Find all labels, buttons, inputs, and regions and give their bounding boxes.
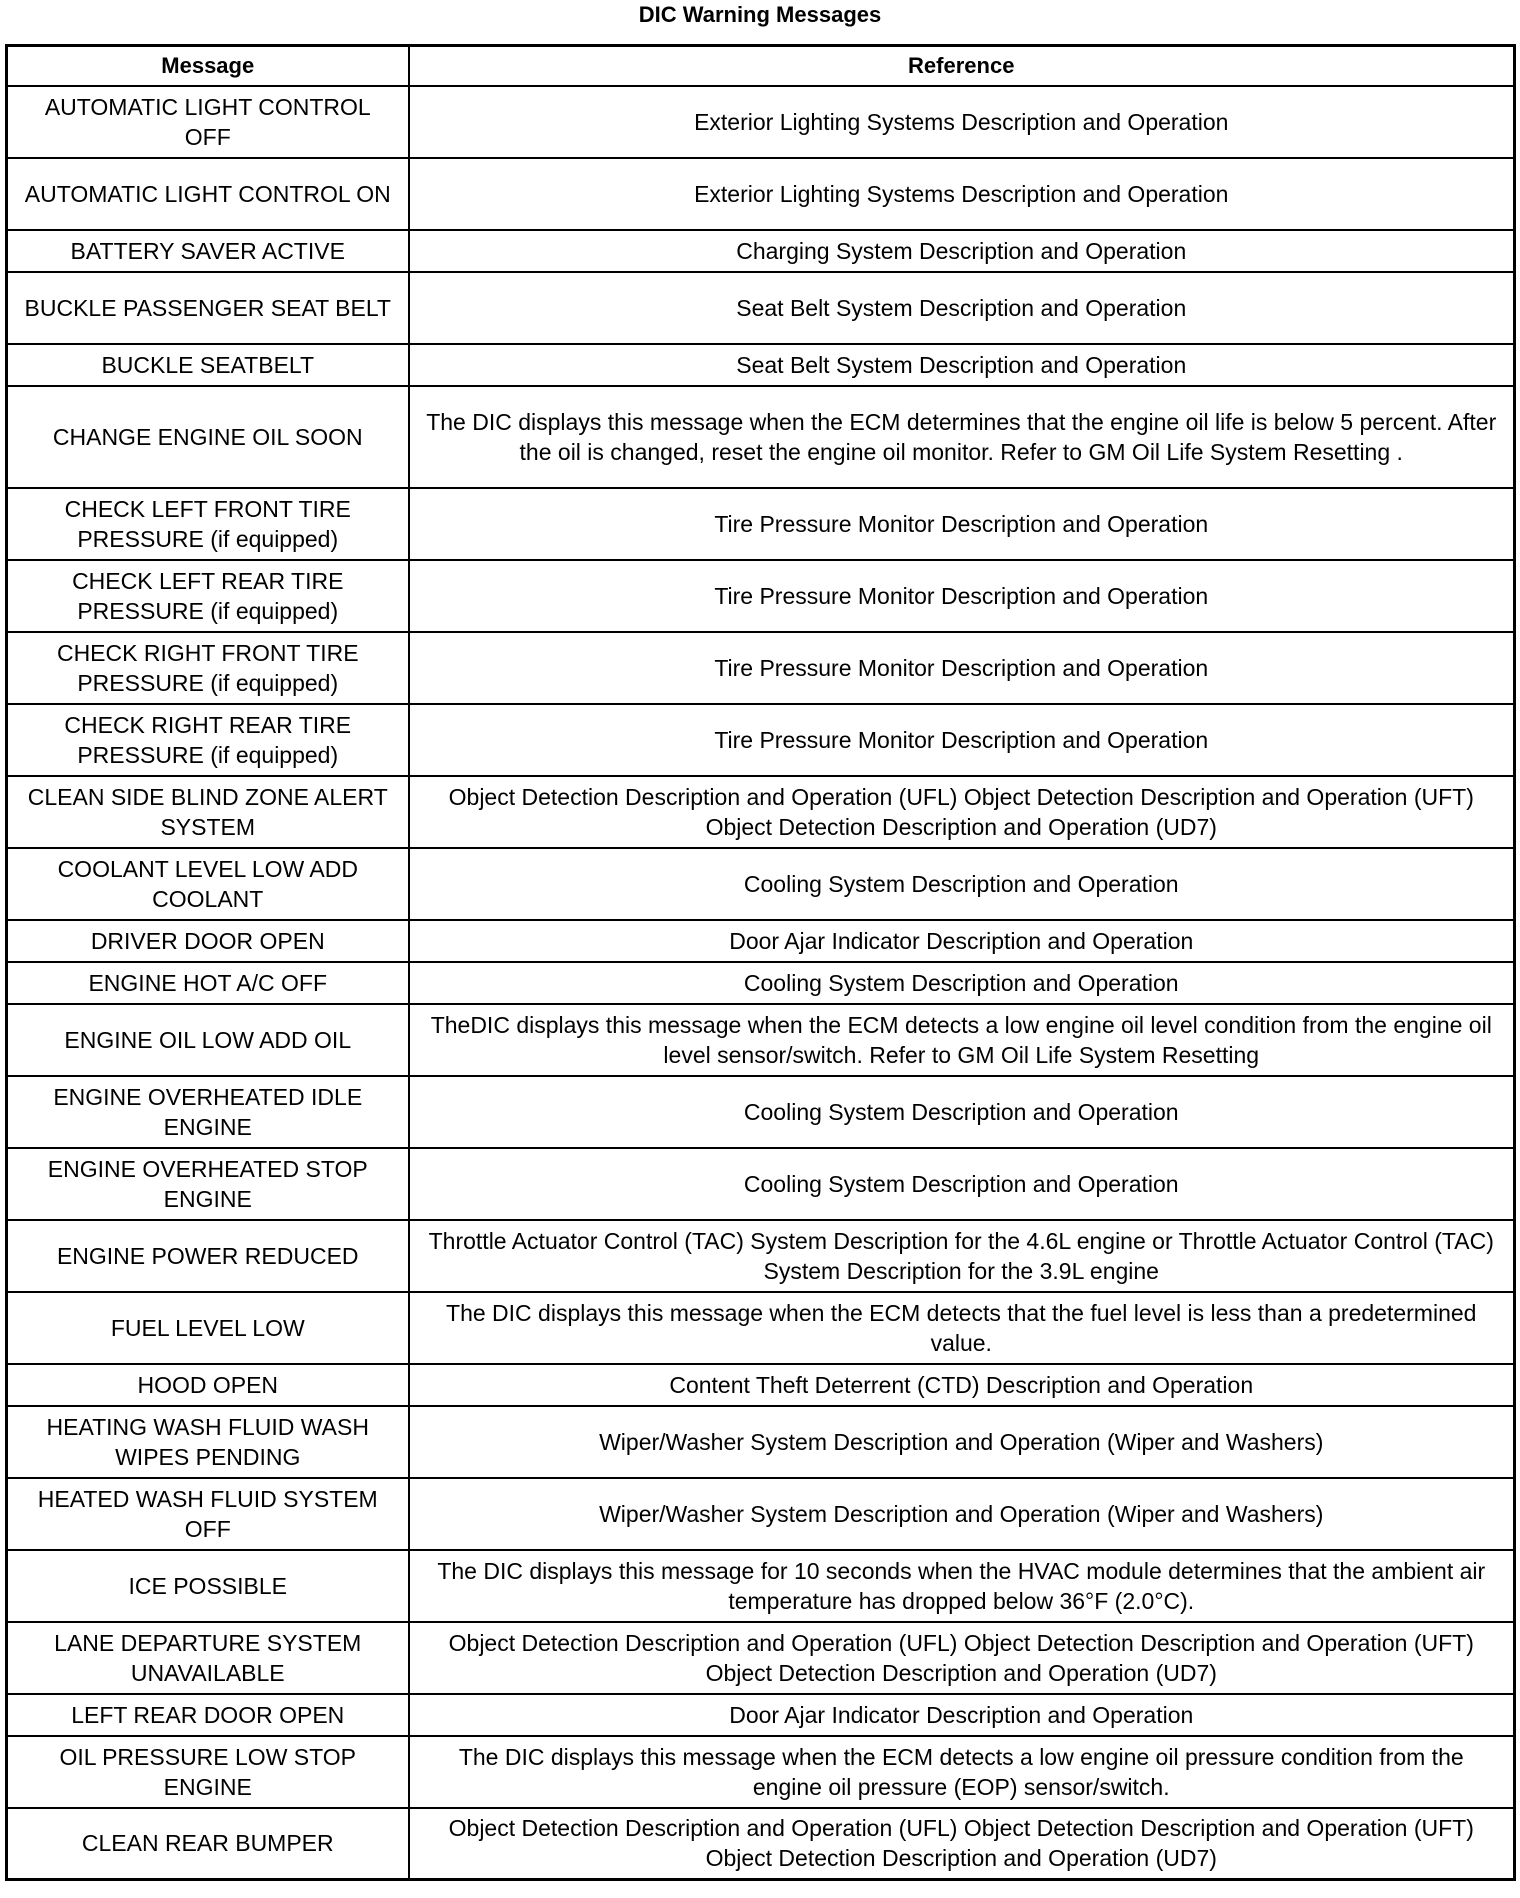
table-row <box>7 86 1515 158</box>
message-cell: COOLANT LEVEL LOW ADD COOLANT <box>7 848 409 920</box>
reference-cell: Object Detection Description and Operation (UFL) Object Detection Description and Operation (UFT) Object Detection Description and Operation (UD7) <box>409 1808 1515 1880</box>
reference-cell: Wiper/Washer System Description and Operation (Wiper and Washers) <box>409 1406 1515 1478</box>
table-row <box>7 704 1515 776</box>
reference-cell: Object Detection Description and Operation (UFL) Object Detection Description and Operation (UFT) Object Detection Description and Operation (UD7) <box>409 776 1515 848</box>
reference-cell: Exterior Lighting Systems Description and Operation <box>409 158 1515 230</box>
reference-cell: TheDIC displays this message when the ECM detects a low engine oil level condition from the engine oil level sensor/switch. Refer to GM Oil Life System Resetting <box>409 1004 1515 1076</box>
message-cell: CHECK RIGHT FRONT TIRE PRESSURE (if equipped) <box>7 632 409 704</box>
reference-cell: Door Ajar Indicator Description and Operation <box>409 1694 1515 1736</box>
message-cell: HEATED WASH FLUID SYSTEM OFF <box>7 1478 409 1550</box>
table-row <box>7 560 1515 632</box>
table-row <box>7 632 1515 704</box>
header-reference: Reference <box>409 46 1515 86</box>
message-cell: CHECK LEFT FRONT TIRE PRESSURE (if equipped) <box>7 488 409 560</box>
reference-cell: Exterior Lighting Systems Description and Operation <box>409 86 1515 158</box>
message-cell: OIL PRESSURE LOW STOP ENGINE <box>7 1736 409 1808</box>
reference-cell: Cooling System Description and Operation <box>409 1148 1515 1220</box>
table-row <box>7 230 1515 272</box>
message-cell: CLEAN SIDE BLIND ZONE ALERT SYSTEM <box>7 776 409 848</box>
table-row <box>7 1550 1515 1622</box>
message-cell: DRIVER DOOR OPEN <box>7 920 409 962</box>
table-row <box>7 776 1515 848</box>
table-row <box>7 962 1515 1004</box>
message-cell: HOOD OPEN <box>7 1364 409 1406</box>
reference-cell: Charging System Description and Operation <box>409 230 1515 272</box>
reference-cell: Throttle Actuator Control (TAC) System Description for the 4.6L engine or Throttle Actuator Control (TAC) System Description for the 3.9L engine <box>409 1220 1515 1292</box>
message-cell: BATTERY SAVER ACTIVE <box>7 230 409 272</box>
message-cell: ENGINE POWER REDUCED <box>7 1220 409 1292</box>
page-title: DIC Warning Messages <box>638 2 882 27</box>
message-cell: BUCKLE SEATBELT <box>7 344 409 386</box>
table-row <box>7 386 1515 488</box>
reference-cell: Object Detection Description and Operation (UFL) Object Detection Description and Operation (UFT) Object Detection Description and Operation (UD7) <box>409 1622 1515 1694</box>
table-row <box>7 920 1515 962</box>
message-cell: FUEL LEVEL LOW <box>7 1292 409 1364</box>
table-row <box>7 1292 1515 1364</box>
table-row <box>7 1076 1515 1148</box>
dic-warning-messages-table <box>5 44 1516 1881</box>
reference-cell: Content Theft Deterrent (CTD) Description and Operation <box>409 1364 1515 1406</box>
reference-cell: Tire Pressure Monitor Description and Operation <box>409 488 1515 560</box>
table-row <box>7 1694 1515 1736</box>
message-cell: LEFT REAR DOOR OPEN <box>7 1694 409 1736</box>
table-row <box>7 1808 1515 1880</box>
reference-cell: Cooling System Description and Operation <box>409 1076 1515 1148</box>
message-cell: CHECK RIGHT REAR TIRE PRESSURE (if equipped) <box>7 704 409 776</box>
reference-cell: The DIC displays this message when the ECM detects a low engine oil pressure condition from the engine oil pressure (EOP) sensor/switch. <box>409 1736 1515 1808</box>
message-cell: CLEAN REAR BUMPER <box>7 1808 409 1880</box>
header-message: Message <box>7 46 409 86</box>
table-row <box>7 1004 1515 1076</box>
table-row <box>7 158 1515 230</box>
table-row <box>7 1478 1515 1550</box>
message-cell: AUTOMATIC LIGHT CONTROL ON <box>7 158 409 230</box>
reference-cell: Tire Pressure Monitor Description and Operation <box>409 632 1515 704</box>
table-row <box>7 488 1515 560</box>
message-cell: ENGINE HOT A/C OFF <box>7 962 409 1004</box>
reference-cell: Tire Pressure Monitor Description and Operation <box>409 704 1515 776</box>
table-row <box>7 1148 1515 1220</box>
reference-cell: Door Ajar Indicator Description and Operation <box>409 920 1515 962</box>
message-cell: CHANGE ENGINE OIL SOON <box>7 386 409 488</box>
message-cell: ICE POSSIBLE <box>7 1550 409 1622</box>
message-cell: BUCKLE PASSENGER SEAT BELT <box>7 272 409 344</box>
table-row <box>7 1406 1515 1478</box>
reference-cell: The DIC displays this message for 10 seconds when the HVAC module determines that the ambient air temperature has dropped below 36°F (2.0°C). <box>409 1550 1515 1622</box>
reference-cell: Seat Belt System Description and Operation <box>409 272 1515 344</box>
reference-cell: Cooling System Description and Operation <box>409 962 1515 1004</box>
message-cell: ENGINE OVERHEATED STOP ENGINE <box>7 1148 409 1220</box>
message-cell: ENGINE OVERHEATED IDLE ENGINE <box>7 1076 409 1148</box>
table-row <box>7 344 1515 386</box>
message-cell: HEATING WASH FLUID WASH WIPES PENDING <box>7 1406 409 1478</box>
table-row <box>7 1736 1515 1808</box>
table-row <box>7 1364 1515 1406</box>
table-row <box>7 1622 1515 1694</box>
reference-cell: Tire Pressure Monitor Description and Operation <box>409 560 1515 632</box>
table-header-row <box>7 46 1515 86</box>
table-row <box>7 1220 1515 1292</box>
reference-cell: Wiper/Washer System Description and Operation (Wiper and Washers) <box>409 1478 1515 1550</box>
message-cell: LANE DEPARTURE SYSTEM UNAVAILABLE <box>7 1622 409 1694</box>
table-row <box>7 272 1515 344</box>
message-cell: ENGINE OIL LOW ADD OIL <box>7 1004 409 1076</box>
message-cell: CHECK LEFT REAR TIRE PRESSURE (if equipped) <box>7 560 409 632</box>
message-cell: AUTOMATIC LIGHT CONTROL OFF <box>7 86 409 158</box>
reference-cell: Seat Belt System Description and Operation <box>409 344 1515 386</box>
reference-cell: The DIC displays this message when the ECM detects that the fuel level is less than a predetermined value. <box>409 1292 1515 1364</box>
reference-cell: The DIC displays this message when the ECM determines that the engine oil life is below 5 percent. After the oil is changed, reset the engine oil monitor. Refer to GM Oil Life System Resetting . <box>409 386 1515 488</box>
table-row <box>7 848 1515 920</box>
reference-cell: Cooling System Description and Operation <box>409 848 1515 920</box>
